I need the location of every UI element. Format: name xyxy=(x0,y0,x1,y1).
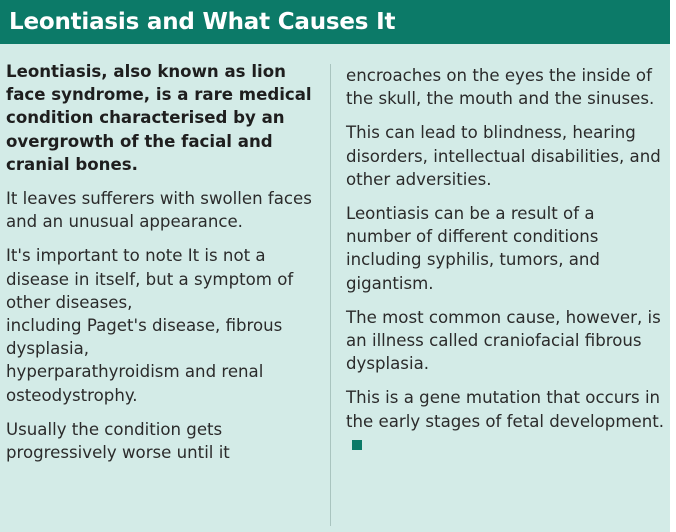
paragraph: The most common cause, however, is an illness called craniofacial fibrous dysplasia. xyxy=(346,307,661,374)
paragraph: It leaves sufferers with swollen faces and an unusual appearance. xyxy=(6,189,312,232)
paragraph: Usually the condition gets progressively worse until it xyxy=(6,419,230,463)
article-title: Leontiasis and What Causes It xyxy=(0,0,670,44)
end-of-article-square-icon xyxy=(352,440,362,450)
paragraph-line: It's important to note It is not a disease in itself, but a symptom of other diseases, xyxy=(6,246,294,312)
paragraph xyxy=(346,386,664,456)
paragraph-line: hyperparathyroidism and renal osteodystrophy. xyxy=(6,362,264,405)
paragraph-text: This is a gene mutation that occurs in the early stages of fetal development. xyxy=(346,388,665,431)
article-columns xyxy=(0,60,670,530)
right-column xyxy=(346,64,664,467)
paragraph xyxy=(6,244,322,406)
lead-paragraph: Leontiasis, also known as lion face syndrome, is a rare medical condition characterised by an overgrowth of the facial and cranial bones. xyxy=(6,62,312,174)
left-column xyxy=(6,60,322,475)
paragraph-line: including Paget's disease, fibrous dysplasia, xyxy=(6,316,283,359)
paragraph: encroaches on the eyes the inside of the skull, the mouth and the sinuses. xyxy=(346,66,655,109)
paragraph: This can lead to blindness, hearing disorders, intellectual disabilities, and other adversities. xyxy=(346,123,661,189)
paragraph: Leontiasis can be a result of a number of different conditions including syphilis, tumors, and gigantism. xyxy=(346,204,600,293)
